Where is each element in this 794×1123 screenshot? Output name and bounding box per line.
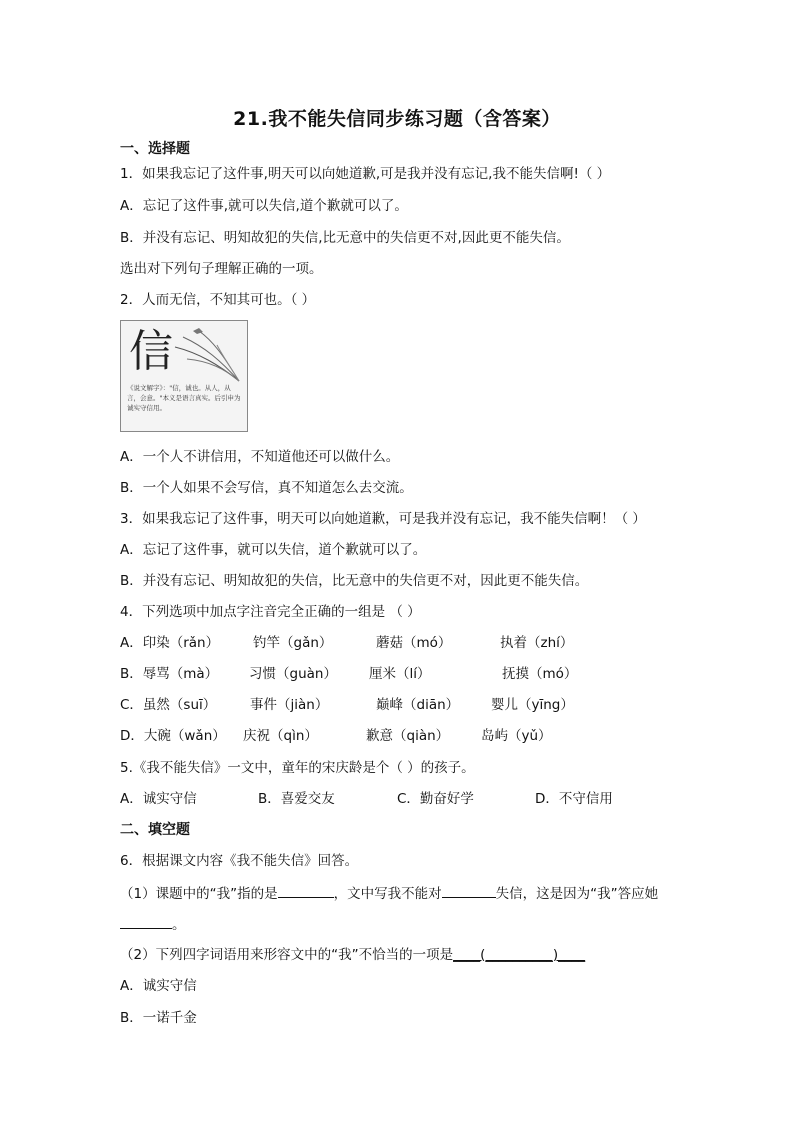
q4-row-c-col3: 巅峰（diān） <box>376 697 460 713</box>
q5-option-b: B．喜爱交友 <box>258 791 335 807</box>
xin-character-figure <box>120 320 248 432</box>
q4-row-a-col2: 钓竿（gǎn） <box>253 635 333 651</box>
q6-stem: 6．根据课文内容《我不能失信》回答。 <box>120 853 359 869</box>
q6-part2-text: （2）下列四字词语用来形容文中的“我”不恰当的一项是 <box>120 947 454 963</box>
q6-part1-text-a: （1）课题中的“我”指的是 <box>120 886 278 902</box>
section-heading-fill: 二、填空题 <box>120 822 190 838</box>
q1-instruction: 选出对下列句子理解正确的一项。 <box>120 261 323 277</box>
q6-part1-text-c: 失信，这是因为“我”答应她 <box>495 886 659 902</box>
figure-seal-character: 信 <box>129 326 173 377</box>
q2-option-a: A．一个人不讲信用，不知道他还可以做什么。 <box>120 449 400 465</box>
q5-option-d: D．不守信用 <box>535 791 613 807</box>
q2-stem: 2．人而无信，不知其可也。（ ） <box>120 292 316 308</box>
q3-option-b: B．并没有忘记、明知故犯的失信，比无意中的失信更不对，因此更不能失信。 <box>120 573 589 589</box>
section-heading-choice: 一、选择题 <box>120 141 190 157</box>
q4-row-d-col3: 歉意（qiàn） <box>366 728 450 744</box>
q6-blank-promise[interactable] <box>120 914 172 929</box>
q4-row-c-col4: 婴儿（yīng） <box>491 697 574 713</box>
page-title: 21.我不能失信同步练习题（含答案） <box>233 108 561 130</box>
q6-part1-text-b: ，文中写我不能对 <box>333 886 442 902</box>
q4-row-a-col1: A．印染（rǎn） <box>120 635 220 651</box>
q1-option-a: A．忘记了这件事,就可以失信,道个歉就可以了。 <box>120 198 408 214</box>
figure-caption: 《说文解字》："信，诚也。从人，从言，会意。"本义是语言真实。后引申为诚实守信用。 <box>127 384 241 412</box>
q6-part2-answer-blank[interactable]: ____(__________)____ <box>453 947 586 963</box>
q6-blank-who[interactable] <box>278 883 334 898</box>
q4-row-b-col1: B．辱骂（mà） <box>120 666 219 682</box>
q4-row-c-col1: C．虽然（suī） <box>120 697 217 713</box>
q5-option-a: A．诚实守信 <box>120 791 197 807</box>
q4-stem: 4．下列选项中加点字注音完全正确的一组是 （ ） <box>120 604 421 620</box>
q6-option-b: B．一诺千金 <box>120 1010 197 1026</box>
q4-row-a-col3: 蘑菇（mó） <box>376 635 452 651</box>
q4-row-a-col4: 执着（zhí） <box>500 635 574 651</box>
q5-stem: 5.《我不能失信》一文中，童年的宋庆龄是个（ ）的孩子。 <box>120 760 475 776</box>
q6-part1 <box>120 883 658 904</box>
q6-part1-text-d: 。 <box>172 917 186 933</box>
q3-option-a: A．忘记了这件事，就可以失信，道个歉就可以了。 <box>120 542 427 558</box>
q1-option-b: B．并没有忘记、明知故犯的失信,比无意中的失信更不对,因此更不能失信。 <box>120 230 570 246</box>
q6-blank-whom[interactable] <box>442 883 496 898</box>
q4-row-b-col4: 抚摸（mó） <box>502 666 578 682</box>
feather-quill-icon <box>169 325 245 385</box>
q4-row-b-col2: 习惯（guàn） <box>249 666 337 682</box>
q4-row-b-col3: 厘米（lí） <box>369 666 431 682</box>
q6-option-a: A．诚实守信 <box>120 978 197 994</box>
q1-stem: 1．如果我忘记了这件事,明天可以向她道歉,可是我并没有忘记,我不能失信啊!（ ） <box>120 166 611 182</box>
q6-part2 <box>120 945 585 965</box>
q2-option-b: B．一个人如果不会写信，真不知道怎么去交流。 <box>120 480 413 496</box>
q4-row-d-col1: D．大碗（wǎn） <box>120 728 226 744</box>
q4-row-d-col2: 庆祝（qìn） <box>243 728 318 744</box>
q6-part1-cont <box>120 914 186 935</box>
q4-row-c-col2: 事件（jiàn） <box>250 697 329 713</box>
q3-stem: 3．如果我忘记了这件事，明天可以向她道歉，可是我并没有忘记，我不能失信啊！（ ） <box>120 511 646 527</box>
q4-row-d-col4: 岛屿（yǔ） <box>481 728 552 744</box>
q5-option-c: C．勤奋好学 <box>397 791 474 807</box>
